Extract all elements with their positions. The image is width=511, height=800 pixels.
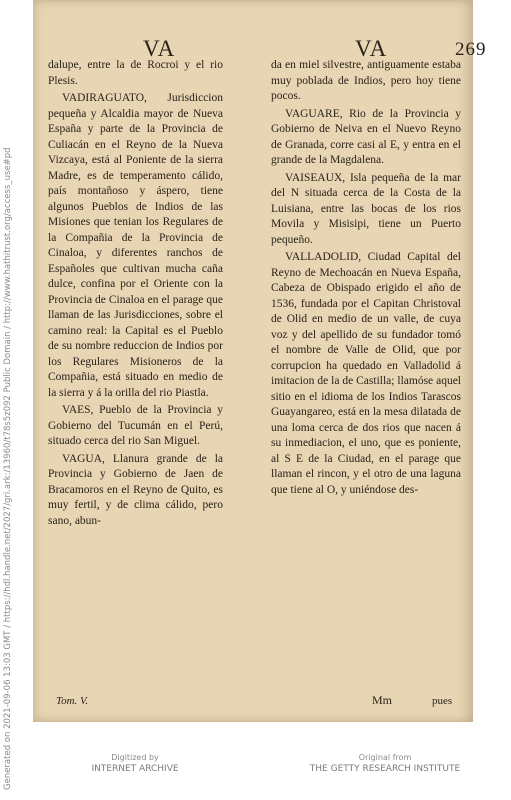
digitized-by <box>75 752 195 775</box>
getty-label: THE GETTY RESEARCH INSTITUTE <box>309 764 461 774</box>
entry-paragraph: da en miel silvestre, antiguamente estaba muy poblada de Indios, pero hoy tiene pocos. <box>271 59 461 102</box>
generation-note <box>2 147 28 790</box>
catchword: pues <box>432 695 453 707</box>
original-from <box>300 752 470 775</box>
entry-paragraph: VAISEAUX, Isla pequeña de la mar del N situada cerca de la Costa de la Luisiana, entre las bocas de los rios Movila y Misisipi, tiene un Puerto pequeño. <box>271 171 461 246</box>
entry-paragraph: VALLADOLID, Ciudad Capital del Reyno de Mechoacán en Nueva España, Cabeza de Obispado erigido el año de 1536, fundada por el Capitan Christoval de Olid en medio de un valle, de cuya voz y del apellido de su fundador tomó el nombre de Valle de Olid, que por corrupcion ha quedado en Valladolid á imitacion de la de Castilla; llamóse aquel sitio en el idioma de los Indios Tarascos Guayangareo, está en la mesa dilatada de una loma cerca de dos rios que nacen á su inmediacion, el uno, que es poniente, al S E de la Ciudad, en el parage que llaman el rincon, y el otro de una laguna que tiene al O, y uniéndose des- <box>271 251 461 496</box>
entry-paragraph: VADIRAGUATO, Jurisdiccion pequeña y Alcaldia mayor de Nueva España y parte de la Provincia de Culiacán en el Reyno de la Nueva Vizcaya, está al Poniente de la sierra Madre, es de temperamento cálido, país montañoso y áspero, tiene algunos Pueblos de Indios de las Misiones que tenian los Regulares de la Compañia de la Provincia de Cinaloa, y diferentes ranchos de Españoles que cultivan mucha caña dulce, confina por el Oriente con la Provincia de Cinaloa en el parage que llaman de las Jurisdicciones, sobre el camino real: la Capital es el Pueblo de su nombre reduccion de Indios por los Regulares Misioneros de la Compañia, está situado en medio de la sierra y á la orilla del rio Piastla. <box>48 92 223 399</box>
entry-paragraph: VAGUARE, Rio de la Provincia y Gobierno de Neiva en el Nuevo Reyno de Granada, corre casi al E, y entra en el grande de la Magdalena. <box>271 107 461 166</box>
running-head-left: VA <box>143 36 176 61</box>
generation-note-text: Generated on 2021-09-06 13:03 GMT / https://hdl.handle.net/2027/gri.ark:/13960/t78s5z092 Public Domain / http://www.hathitrust.org/access_use#pd <box>3 147 13 790</box>
signature-mark: Mm <box>372 693 393 707</box>
volume-label: Tom. V. <box>56 695 89 707</box>
entry-paragraph: VAGUA, Llanura grande de la Provincia y Gobierno de Jaen de Bracamoros en el Reyno de Quito, es muy fertil, y de clima cálido, pero sano, abun- <box>48 452 223 527</box>
entry-paragraph: VAES, Pueblo de la Provincia y Gobierno del Tucumán en el Perú, situado cerca del rio San Miguel. <box>48 404 223 447</box>
digitized-by-label: Digitized by <box>111 753 159 762</box>
left-column <box>48 58 223 531</box>
right-column <box>271 58 461 500</box>
running-head-right: VA <box>355 36 388 61</box>
internet-archive-label: INTERNET ARCHIVE <box>91 764 179 774</box>
entry-paragraph: dalupe, entre la de Rocroi y el rio Plesis. <box>48 59 223 87</box>
page-number: 269 <box>455 39 487 60</box>
original-from-label: Original from <box>358 753 412 762</box>
